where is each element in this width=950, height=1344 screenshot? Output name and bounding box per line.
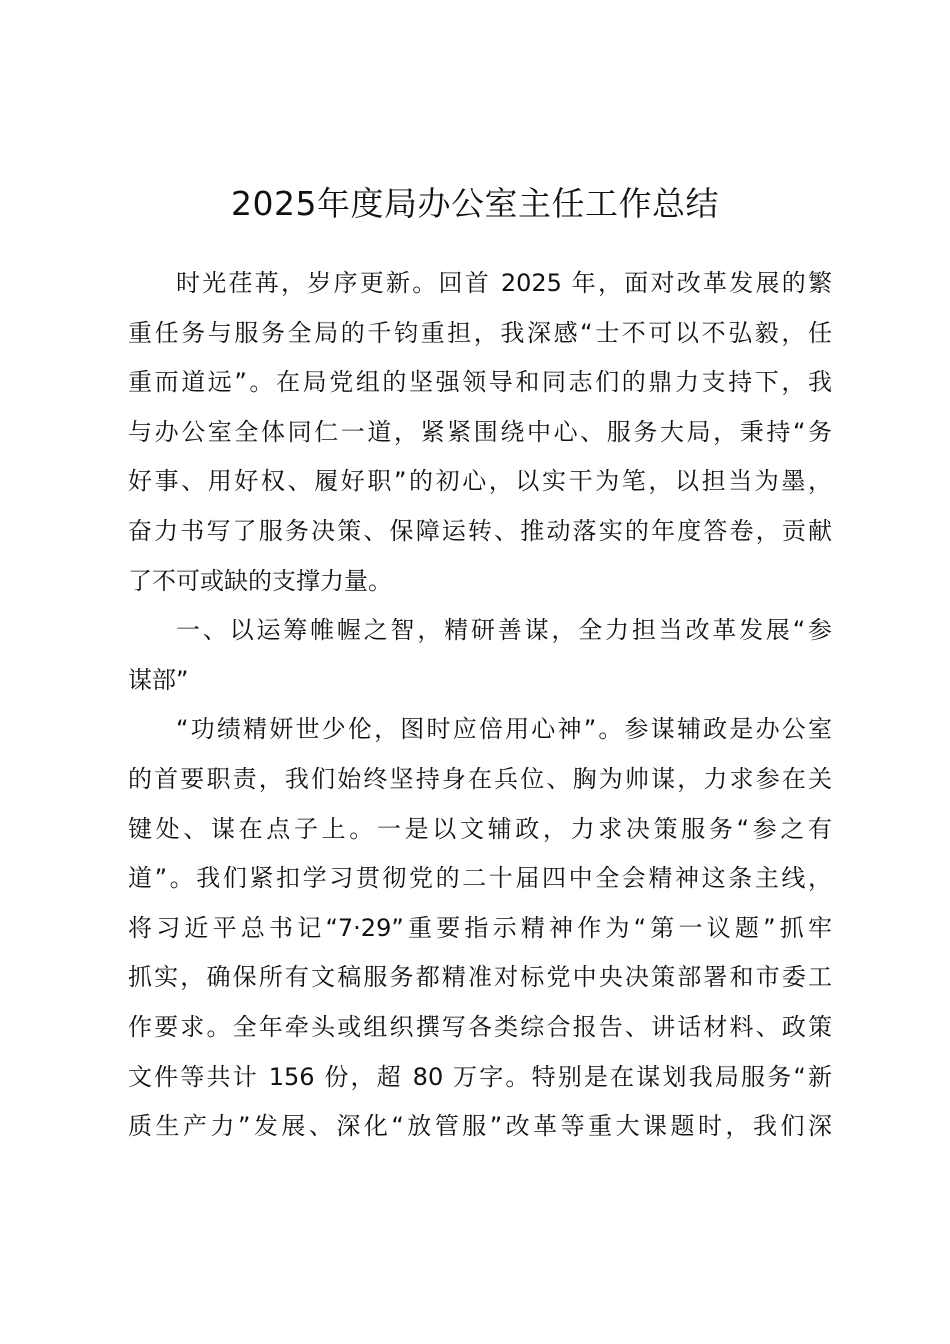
heading-line: 谋部”	[128, 665, 189, 694]
text-line: 了不可或缺的支撑力量。	[128, 566, 392, 595]
paragraph-section-1-body	[128, 705, 832, 1151]
text-line: 将习近平总书记“7·29”重要指示精神作为“第一议题”抓牢	[128, 913, 832, 942]
text-line: 键处、谋在点子上。一是以文辅政，力求决策服务“参之有	[128, 814, 832, 843]
text-line: 重任务与服务全局的千钧重担，我深感“士不可以不弘毅，任	[128, 318, 832, 347]
section-heading-1	[128, 606, 832, 705]
text-line: 抓实，确保所有文稿服务都精准对标党中央决策部署和市委工	[128, 963, 832, 992]
text-line: 质生产力”发展、深化“放管服”改革等重大课题时，我们深	[128, 1112, 832, 1141]
text-line: 好事、用好权、履好职”的初心，以实干为笔，以担当为墨，	[128, 467, 832, 496]
document-title: 2025年度局办公室主任工作总结	[231, 184, 719, 223]
heading-line: 一、以运筹帷幄之智，精研善谋，全力担当改革发展“参	[176, 616, 832, 645]
document-body	[128, 259, 832, 1152]
text-line: 文件等共计 156 份，超 80 万字。特别是在谋划我局服务“新	[128, 1062, 832, 1091]
text-line: “功绩精妍世少伦，图时应倍用心神”。参谋辅政是办公室	[176, 715, 832, 744]
text-line: 作要求。全年牵头或组织撰写各类综合报告、讲话材料、政策	[128, 1012, 832, 1041]
paragraph-intro	[128, 259, 832, 606]
text-line: 奋力书写了服务决策、保障运转、推动落实的年度答卷，贡献	[128, 516, 832, 545]
text-line: 重而道远”。在局党组的坚强领导和同志们的鼎力支持下，我	[128, 368, 832, 397]
text-line: 的首要职责，我们始终坚持身在兵位、胸为帅谋，力求参在关	[128, 764, 832, 793]
text-line: 时光荏苒，岁序更新。回首 2025 年，面对改革发展的繁	[176, 269, 832, 297]
text-line: 道”。我们紧扣学习贯彻党的二十届四中全会精神这条主线，	[128, 864, 832, 893]
text-line: 与办公室全体同仁一道，紧紧围绕中心、服务大局，秉持“务	[128, 417, 832, 446]
